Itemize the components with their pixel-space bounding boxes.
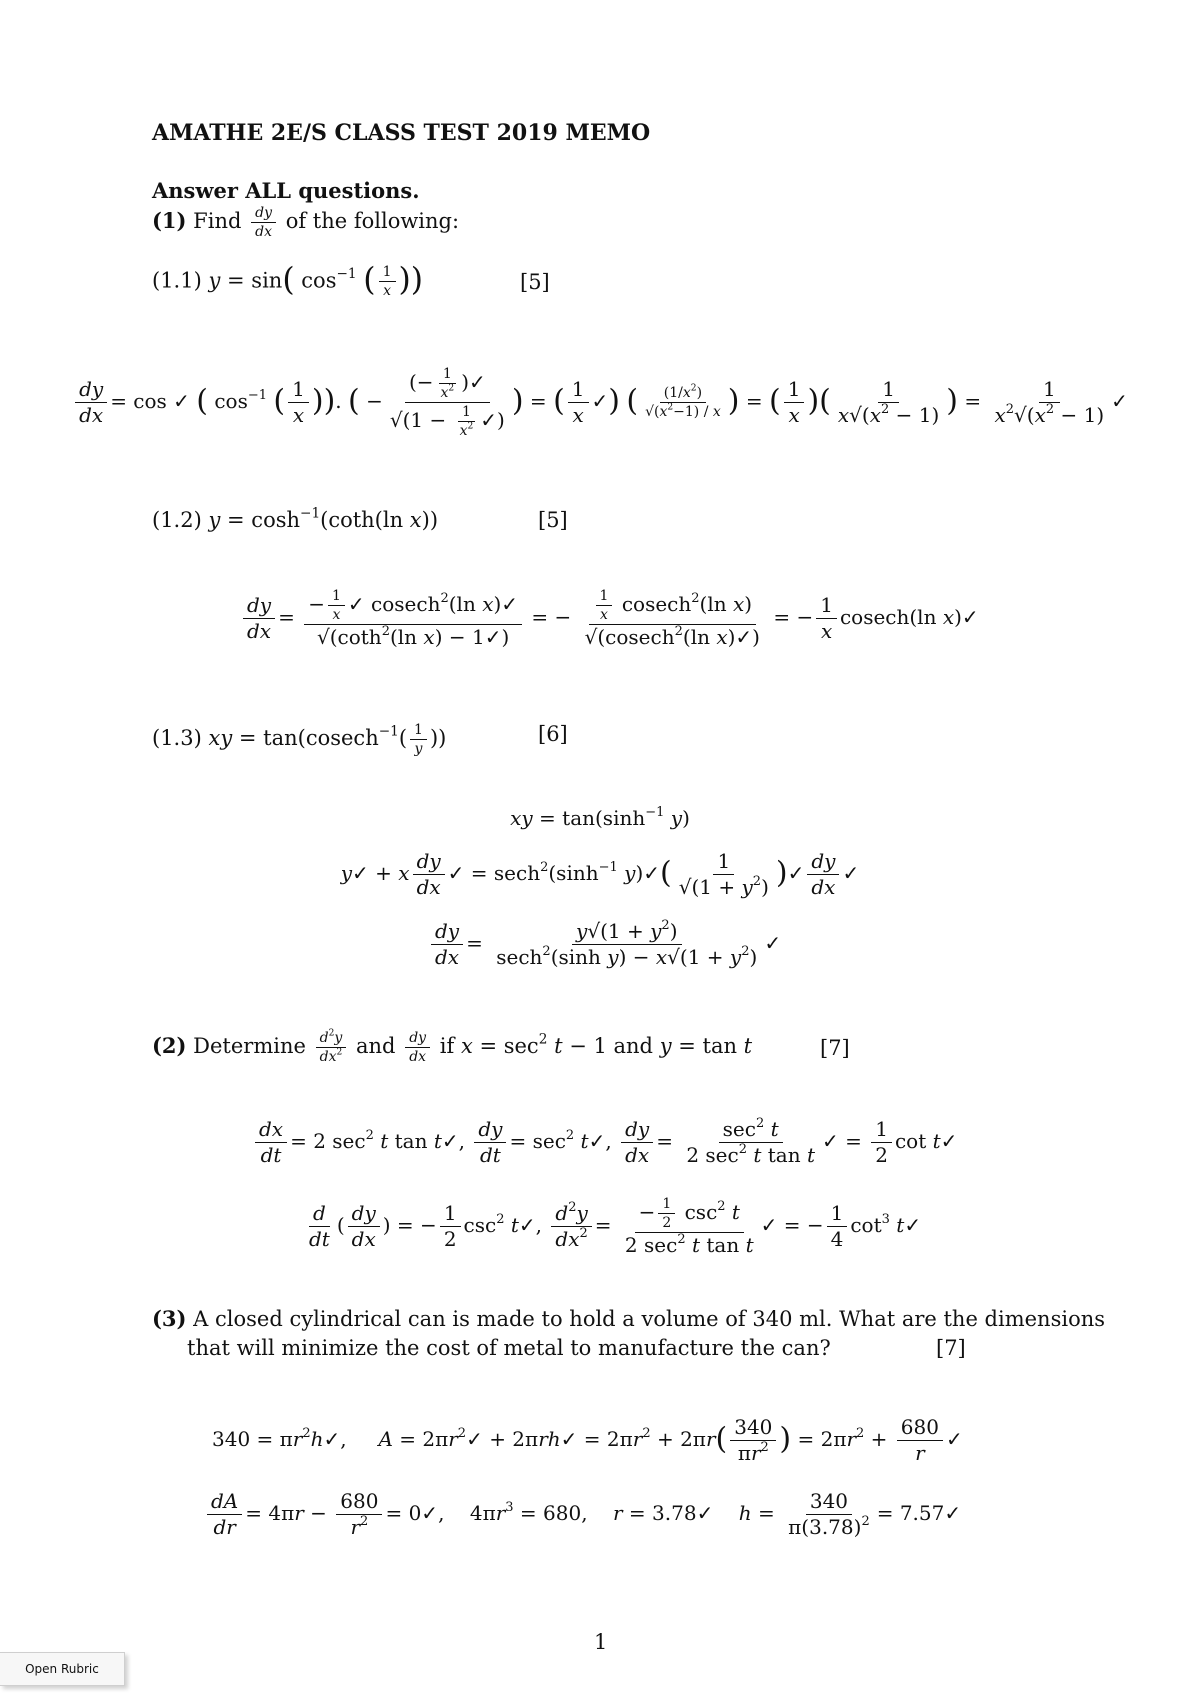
page-title: AMATHE 2E/S CLASS TEST 2019 MEMO: [152, 120, 651, 146]
part-1-2: (1.2) $y = \cosh^{-1}(\cot h(\ln$ x)): [152, 505, 439, 532]
open-rubric-button[interactable]: Open Rubric: [0, 1652, 125, 1686]
part-1-3: (1.3) xy = tan(cosech$^{-1}$( $\frac{1}{y}$ )): [152, 722, 447, 758]
solution-1-2: $\frac{dy}{dx}$ = − $\frac{1}{x}$ ✓ cosech$^2$(ln x)✓ √(coth$^2$(ln x) − 1✓) = − $\frac{1}{x}$ cosech$^2$(ln x) √(cosech$^2$(ln x)✓) = − $\frac{1}{x}$ cosech(ln x)✓: [240, 588, 979, 649]
page-number: 1: [594, 1630, 608, 1654]
instruction: Answer ALL questions.: [152, 178, 420, 203]
question-1-rest: of the following:: [285, 209, 460, 234]
question-1-find: Find: [193, 209, 242, 234]
part-1-1-marks: [5]: [520, 270, 550, 294]
solution-1-3-line-2: y✓ + x $\frac{dy}{dx}$ ✓ = $\sec h^2(\sinh^{-1}$ y)✓( $\frac{1}{√(1 + y^2)}$ )✓ $\frac{dy}{dx}$ ✓: [340, 849, 860, 899]
question-3-text-1: A closed cylindrical can is made to hold a volume of 340 ml. What are the dimensions: [193, 1307, 1106, 1331]
solution-3-line-1: $340 = \pi r^2h✓$, $A = 2\pi r^2✓$ + 2πrh✓ = $2\pi r^2 + 2\pi r$( $\frac{340}{\pi r^2}$ ) = $2\pi r^2$ + $\frac{680}{r}$ ✓: [212, 1415, 963, 1465]
solution-1-3-line-3: $\frac{dy}{dx}$ = $y√(1 + y^2)$ sech$^2$(sinh $y) - x√(1 + y^2)$ ✓: [428, 920, 781, 969]
question-2-marks: [7]: [820, 1036, 850, 1060]
question-1-intro: [152, 205, 459, 240]
dy-dx-fraction: $\frac{dy}{dx}$: [251, 205, 276, 240]
question-2-and: and: [356, 1034, 396, 1059]
solution-1-3-line-1: xy = $\tan(\sinh^{-1}$ y): [510, 804, 690, 830]
question-2-number: (2): [152, 1033, 187, 1059]
solution-1-1: $\frac{dy}{dx}$ = cos ✓ ( $\cos^{-1}$ ( $\frac{1}{x}$ )). ( − (− $\frac{1}{x^2}$ )✓ √(1 − $\frac{1}{x^2}$ ✓) ) = ( $\frac{1}{x}$ ✓) ( $\frac{(1/x^2)}{√(x^2-1) / x}$ ) = ( $\frac{1}{x}$ )( $\frac{1}{x√(x^2 - 1)}$ ) = $\frac{1}{x^2√(x^2 - 1)}$ ✓: [0, 366, 1200, 439]
question-2-if: if: [439, 1034, 455, 1059]
part-1-1: (1.1) y = sin( $\cos^{-1}$ ( $\frac{1}{x}$ )): [152, 262, 424, 300]
solution-2-line-1: $\frac{dx}{dt}$ = 2 $\sec^2 t$ tan t✓, $\frac{dy}{dt}$ = $\sec^2$ t✓, $\frac{dy}{dx}$ = $\sec^2 t$ 2 $\sec^2 t$ tan t ✓ = $\frac{1}{2}$ cot t✓: [252, 1118, 957, 1167]
part-1-1-label: (1.1): [152, 268, 202, 293]
part-1-2-marks: [5]: [538, 508, 568, 532]
question-3-line-1: [152, 1306, 1105, 1331]
question-1-number: (1): [152, 208, 187, 234]
part-1-2-label: (1.2): [152, 508, 202, 532]
part-1-3-label: (1.3): [152, 726, 202, 751]
solution-2-line-2: $\frac{d}{dt}$ ( $\frac{dy}{dx}$ ) = − $\frac{1}{2}$ $\csc^2$ t✓, $\frac{d^2y}{dx^2}$ = − $\frac{1}{2}$ $\csc^2 t$ 2 $\sec^2 t$ tan t ✓ = − $\frac{1}{4}$ $\cot^3$ t✓: [309, 1196, 922, 1258]
question-3-number: (3): [152, 1306, 187, 1331]
question-2-determine: Determine: [193, 1034, 306, 1059]
solution-3-line-2: $\frac{dA}{dr}$ = 4πr − $\frac{680}{r^2}$ = 0✓, $4\pi r^3 = 680$, r = 3.78✓ h = $\frac{340}{\pi(3.78)^2}$ = 7.57✓: [204, 1490, 961, 1539]
question-2: (2) Determine $\frac{d^2y}{dx^2}$ and $\frac{dy}{dx}$ if $x = \sec^2 t - 1$ and y = tan t: [152, 1028, 753, 1066]
question-3-text-2: that will minimize the cost of metal to manufacture the can?: [187, 1336, 831, 1360]
question-3-marks: [7]: [936, 1336, 966, 1360]
part-1-3-marks: [6]: [538, 722, 568, 746]
